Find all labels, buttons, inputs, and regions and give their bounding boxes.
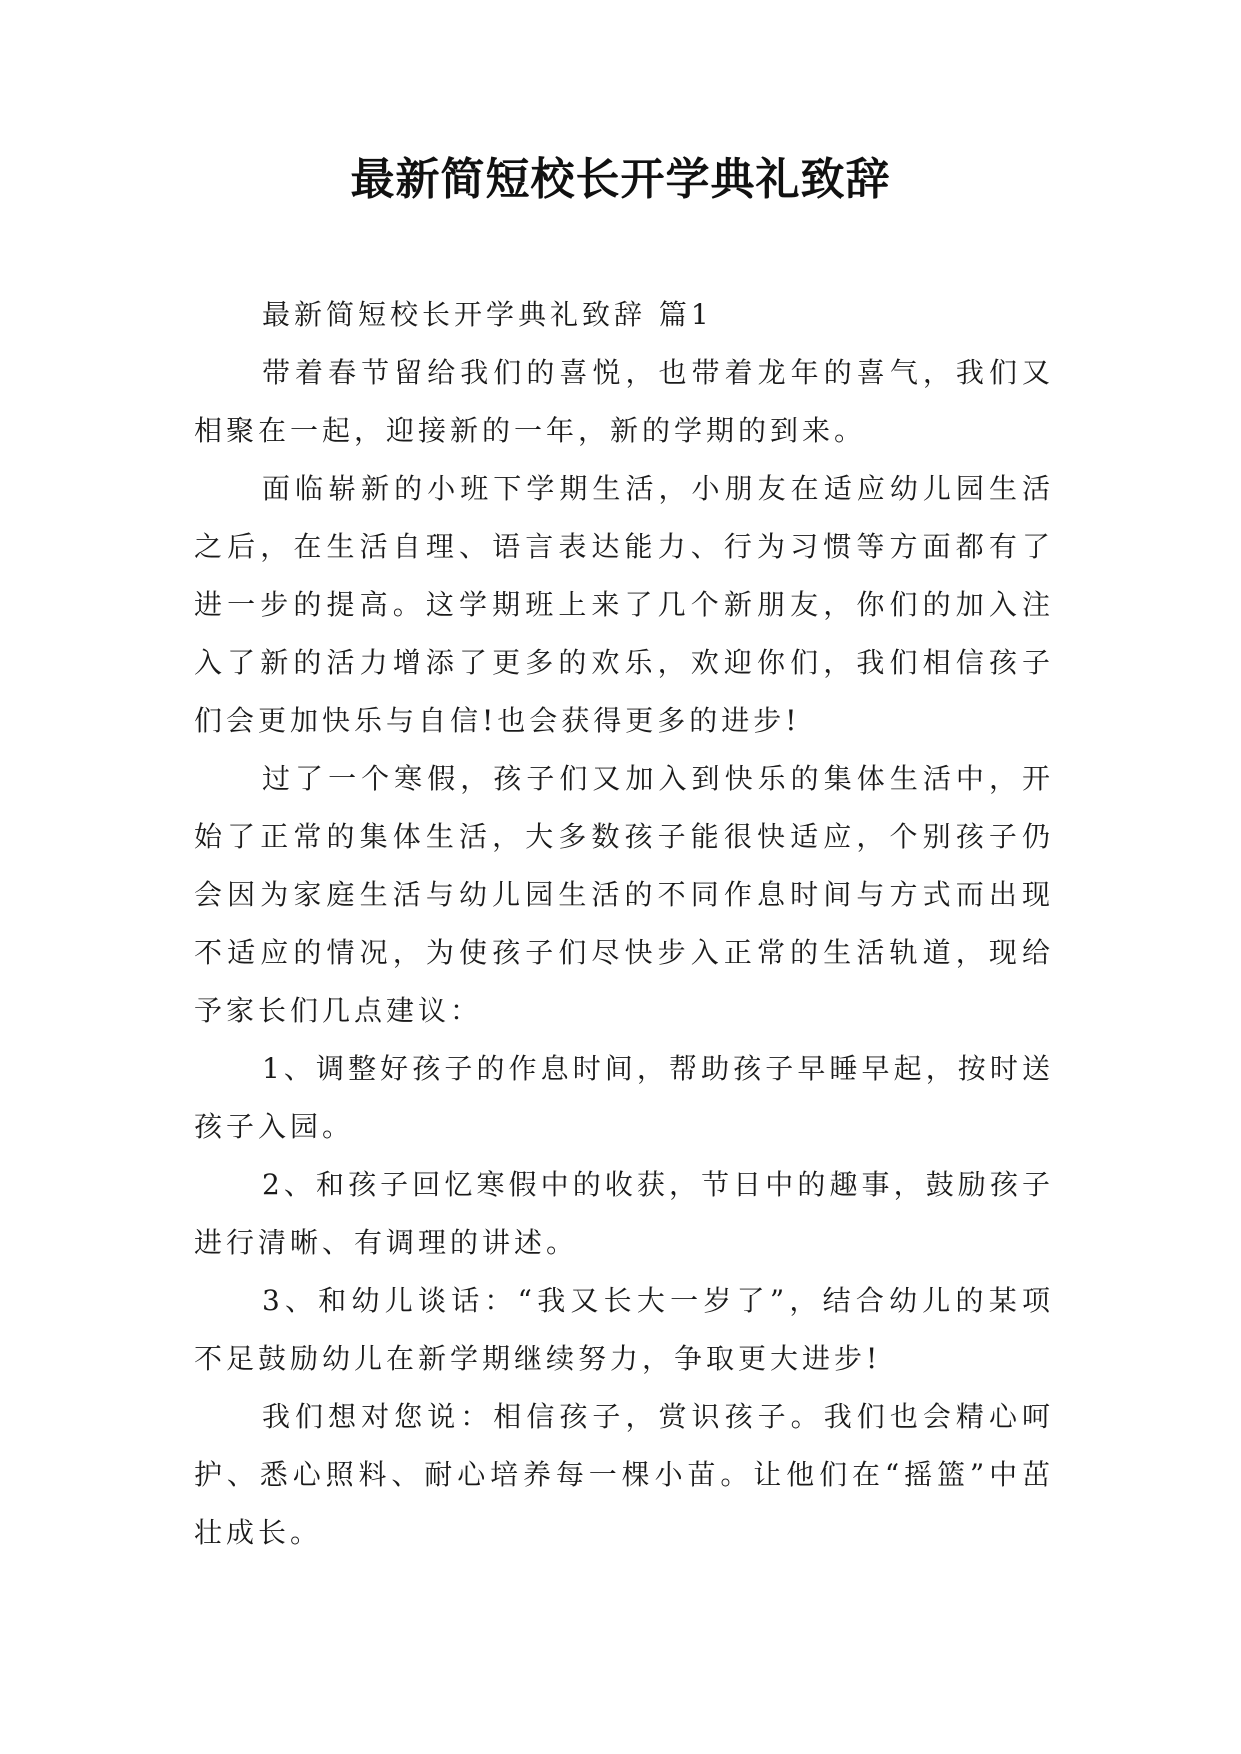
section-heading: 最新简短校长开学典礼致辞 篇1 <box>262 298 713 331</box>
document-body <box>194 286 1054 1562</box>
suggestion-item: 2、和孩子回忆寒假中的收获，节日中的趣事，鼓励孩子进行清晰、有调理的讲述。 <box>194 1168 1054 1259</box>
paragraph: 过了一个寒假，孩子们又加入到快乐的集体生活中，开始了正常的集体生活，大多数孩子能很快适应，个别孩子仍会因为家庭生活与幼儿园生活的不同作息时间与方式而出现不适应的情况，为使孩子们尽快步入正常的生活轨道，现给予家长们几点建议： <box>194 762 1054 1027</box>
document-title: 最新简短校长开学典礼致辞 <box>350 154 891 205</box>
suggestion-item: 1、调整好孩子的作息时间，帮助孩子早睡早起，按时送孩子入园。 <box>194 1052 1054 1143</box>
suggestion-item: 3、和幼儿谈话：“我又长大一岁了”，结合幼儿的某项不足鼓励幼儿在新学期继续努力，争取更大进步! <box>194 1284 1054 1375</box>
paragraph: 面临崭新的小班下学期生活，小朋友在适应幼儿园生活之后，在生活自理、语言表达能力、行为习惯等方面都有了进一步的提高。这学期班上来了几个新朋友，你们的加入注入了新的活力增添了更多的欢乐，欢迎你们，我们相信孩子们会更加快乐与自信!也会获得更多的进步! <box>194 472 1054 737</box>
paragraph: 带着春节留给我们的喜悦，也带着龙年的喜气，我们又相聚在一起，迎接新的一年，新的学期的到来。 <box>194 356 1054 447</box>
paragraph: 我们想对您说：相信孩子，赏识孩子。我们也会精心呵护、悉心照料、耐心培养每一棵小苗。让他们在“摇篮”中茁壮成长。 <box>194 1400 1054 1549</box>
